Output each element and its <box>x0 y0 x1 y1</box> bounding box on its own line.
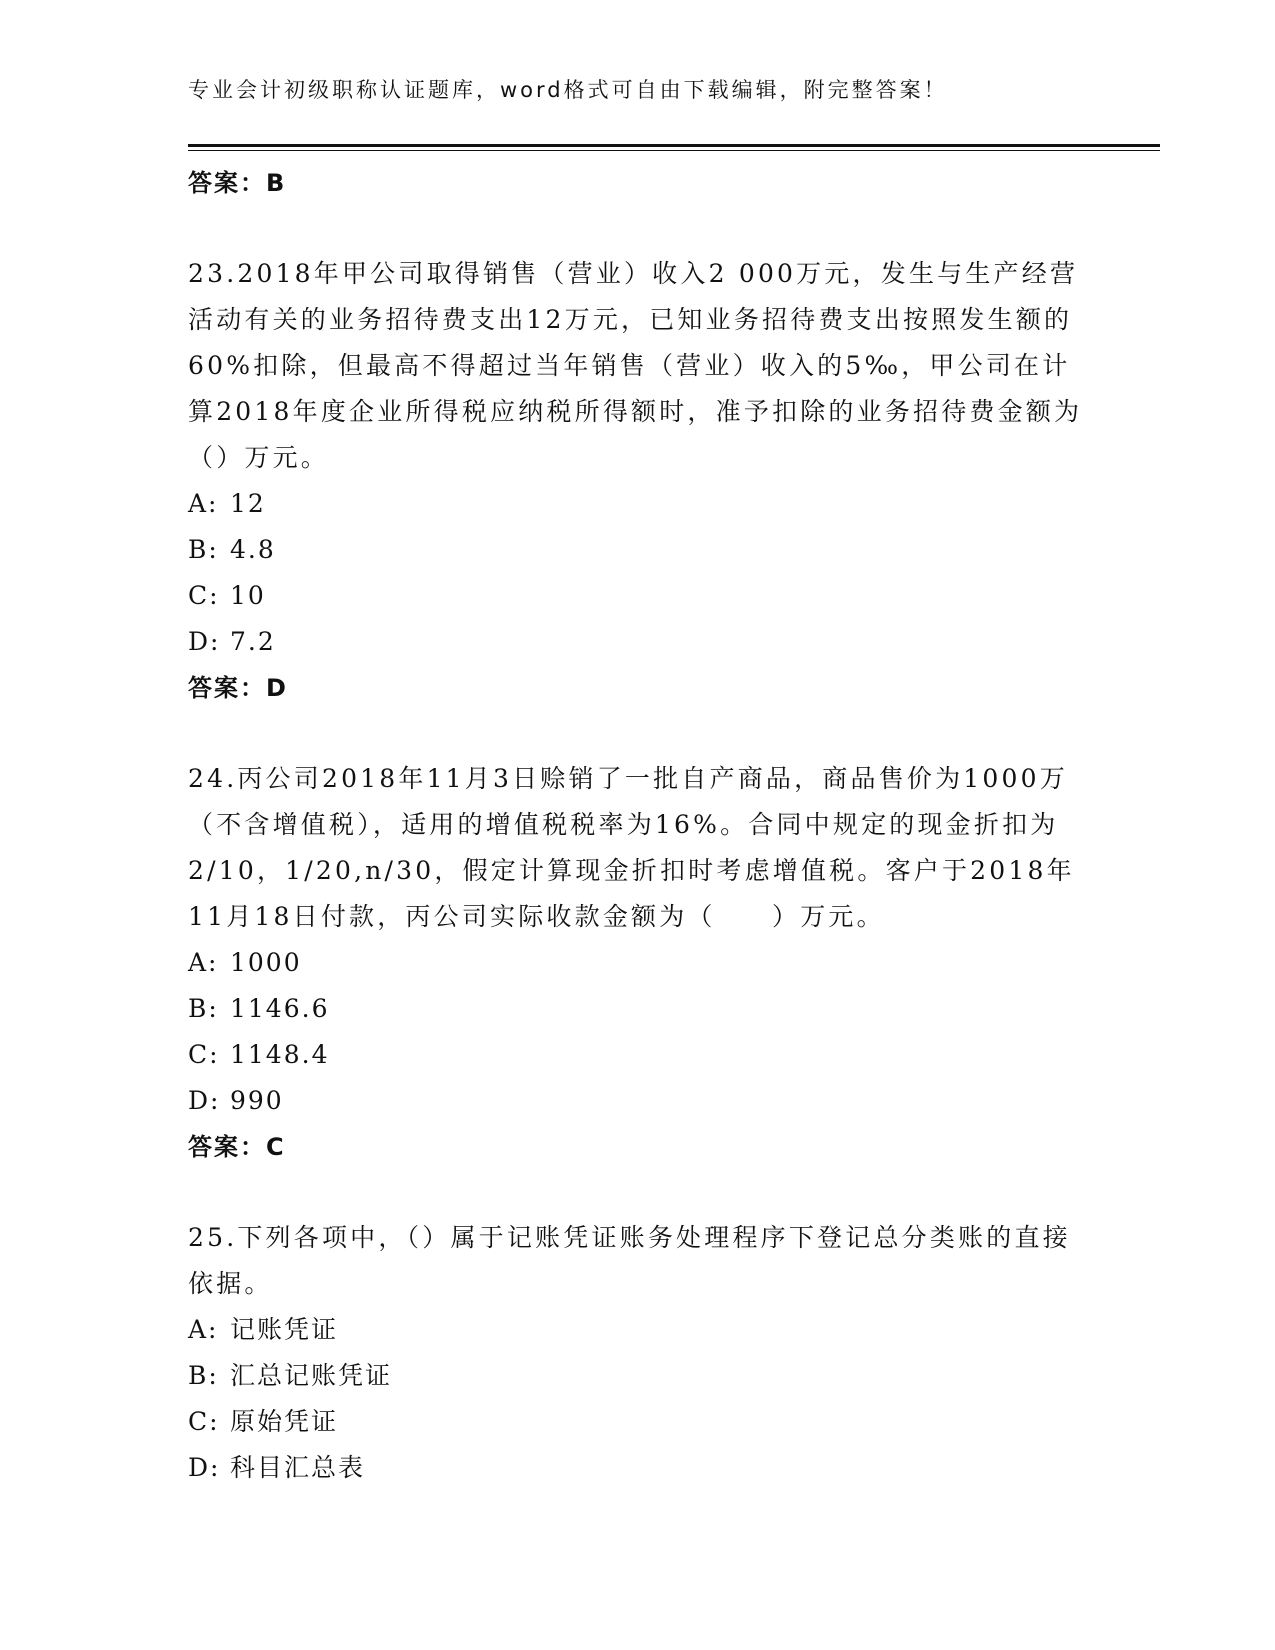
option-c <box>188 1399 1088 1445</box>
option-value: 科目汇总表 <box>230 1453 366 1482</box>
question-text: 23.2018年甲公司取得销售（营业）收入2 000万元，发生与生产经营活动有关的业务招待费支出12万元，已知业务招待费支出按照发生额的60%扣除，但最高不得超过当年销售（营业）收入的5‰，甲公司在计算2018年度企业所得税应纳税所得额时，准予扣除的业务招待费金额为（）万元。 <box>188 259 1083 472</box>
option-c <box>188 1032 1088 1078</box>
option-value: 4.8 <box>230 535 276 564</box>
option-value: 7.2 <box>230 627 276 656</box>
option-letter: B: <box>188 994 219 1023</box>
option-b <box>188 527 1088 573</box>
option-value: 记账凭证 <box>230 1315 339 1344</box>
option-value: 12 <box>230 489 266 518</box>
option-b <box>188 1353 1088 1399</box>
question-block <box>188 251 1088 711</box>
option-value: 1148.4 <box>230 1040 330 1069</box>
option-value: 原始凭证 <box>230 1407 339 1436</box>
option-letter: A: <box>188 489 219 518</box>
header-rule-thin <box>188 150 1160 151</box>
question-block <box>188 1215 1088 1491</box>
option-letter: D: <box>188 1453 221 1482</box>
option-letter: A: <box>188 948 219 977</box>
answer-line: 答案：C <box>188 1133 286 1161</box>
option-a <box>188 1307 1088 1353</box>
page-header: 专业会计初级职称认证题库，word格式可自由下载编辑，附完整答案！ <box>188 78 948 102</box>
option-letter: C: <box>188 1407 220 1436</box>
answer-line: 答案：B <box>188 169 287 197</box>
option-value: 1146.6 <box>230 994 330 1023</box>
option-letter: B: <box>188 535 219 564</box>
option-a <box>188 940 1088 986</box>
question-text: 24.丙公司2018年11月3日赊销了一批自产商品，商品售价为1000万（不含增值税），适用的增值税税率为16%。合同中规定的现金折扣为2/10，1/20,n/30，假定计算现金折扣时考虑增值税。客户于2018年11月18日付款，丙公司实际收款金额为（ ）万元。 <box>188 764 1075 931</box>
option-a <box>188 481 1088 527</box>
question-block <box>188 756 1088 1170</box>
option-letter: C: <box>188 1040 220 1069</box>
option-letter: D: <box>188 627 221 656</box>
option-letter: A: <box>188 1315 219 1344</box>
option-b <box>188 986 1088 1032</box>
option-c <box>188 573 1088 619</box>
option-letter: D: <box>188 1086 221 1115</box>
option-d <box>188 1078 1088 1124</box>
question-text: 25.下列各项中，（）属于记账凭证账务处理程序下登记总分类账的直接依据。 <box>188 1223 1071 1298</box>
option-value: 10 <box>230 581 266 610</box>
option-value: 990 <box>230 1086 284 1115</box>
option-value: 汇总记账凭证 <box>230 1361 393 1390</box>
option-d <box>188 1445 1088 1491</box>
option-value: 1000 <box>230 948 302 977</box>
document-content <box>188 160 1088 1491</box>
header-rule-thick <box>188 144 1160 147</box>
option-letter: C: <box>188 581 220 610</box>
option-letter: B: <box>188 1361 219 1390</box>
answer-line: 答案：D <box>188 674 288 702</box>
option-d <box>188 619 1088 665</box>
